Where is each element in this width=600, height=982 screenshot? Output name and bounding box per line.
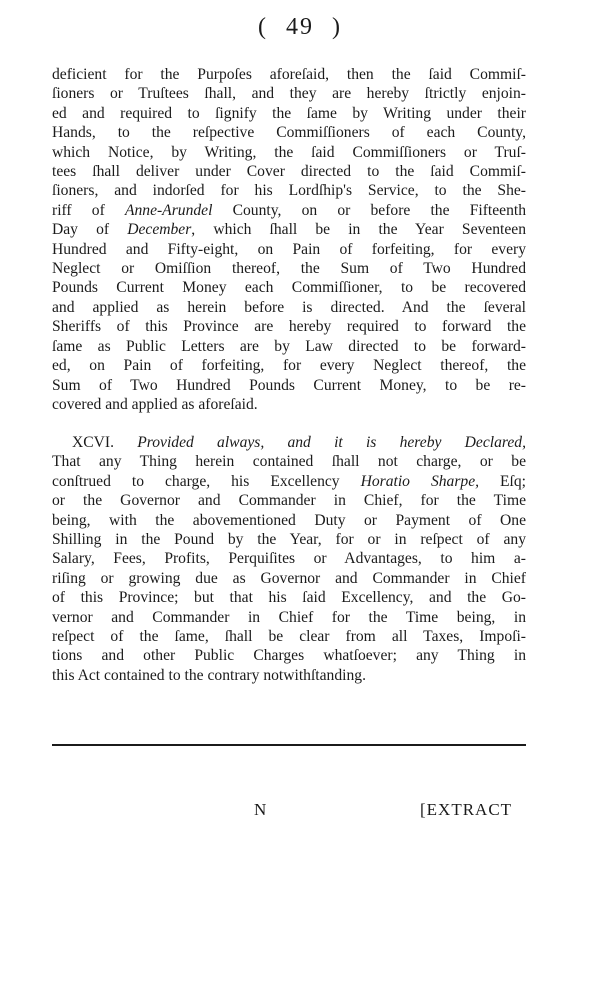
text-line: tions and other Public Charges whatſoever; any Thing in	[52, 647, 526, 665]
text-line: Pounds Current Money each Commiſſioner, to be recovered	[52, 279, 526, 297]
text-line: That any Thing herein contained ſhall not charge, or be	[52, 453, 526, 471]
page-number	[0, 14, 600, 41]
page-number-close-paren: )	[332, 14, 342, 40]
text-line: ſioners, and indorſed for his Lordſhip's Service, to the She-	[52, 182, 526, 200]
catchword: [EXTRACT	[420, 800, 513, 819]
text-line: covered and applied as aforeſaid.	[52, 395, 258, 413]
text-line: riff of Anne-Arundel County, on or before the Fifteenth	[52, 201, 526, 219]
text-line: ed, on Pain of forfeiting, for every Neglect thereof, the	[52, 357, 526, 375]
text-line: conſtrued to charge, his Excellency Horatio Sharpe, Eſq;	[52, 472, 527, 490]
text-line: deficient for the Purpoſes aforeſaid, then the ſaid Commiſ-	[52, 66, 526, 83]
text-line: of this Province; but that his ſaid Excellency, and the Go-	[52, 589, 526, 607]
paragraph-section-xcvi	[52, 433, 526, 685]
italic-text: Anne-Arundel	[124, 201, 213, 219]
text-line: reſpect of the ſame, ſhall be clear from all Taxes, Impoſi-	[52, 628, 526, 646]
text-line: Salary, Fees, Profits, Perquiſites or Advantages, to him a-	[52, 550, 526, 568]
text-line: ſioners or Truſtees ſhall, and they are hereby ſtrictly enjoin-	[52, 85, 526, 103]
text-line: vernor and Commander in Chief for the Time being, in	[52, 608, 526, 626]
text-line: this Act contained to the contrary notwithſtanding.	[52, 666, 366, 684]
text-line: Day of December, which ſhall be in the Year Seventeen	[52, 221, 526, 239]
text-line: ed and required to ſignify the ſame by Writing under their	[52, 104, 526, 122]
text-line: and applied as herein before is directed. And the ſeveral	[52, 298, 526, 316]
text-line: Neglect or Omiſſion thereof, the Sum of Two Hundred	[52, 260, 526, 278]
text-line: being, with the abovementioned Duty or Payment of One	[52, 511, 526, 529]
text-line: riſing or growing due as Governor and Commander in Chief	[52, 569, 526, 587]
page-number-value: 49	[286, 14, 314, 40]
text-line: Hands, to the reſpective Commiſſioners of each County,	[52, 124, 526, 142]
italic-text: December	[127, 221, 192, 239]
footer-divider	[52, 744, 526, 746]
text-line: Hundred and Fifty-eight, on Pain of forfeiting, for every	[52, 240, 526, 258]
italic-text: Provided always, and it is hereby Declared,	[137, 434, 526, 451]
text-line: which Notice, by Writing, the ſaid Commiſſioners or Truſ-	[52, 143, 526, 161]
paragraph-continuation	[52, 65, 526, 414]
text-line: or the Governor and Commander in Chief, for the Time	[52, 492, 526, 510]
text-line: Shilling in the Pound by the Year, for or in reſpect of any	[52, 531, 526, 549]
text-line: XCVI. Provided always, and it is hereby Declared,	[72, 434, 526, 451]
text-line: Sheriffs of this Province are hereby required to forward the	[52, 318, 526, 336]
page-number-open-paren: (	[258, 14, 268, 40]
signature-mark: N	[254, 800, 267, 819]
text-line: ſame as Public Letters are by Law directed to be forward-	[52, 337, 526, 355]
text-line: Sum of Two Hundred Pounds Current Money, to be re-	[52, 376, 526, 394]
italic-text: Horatio Sharpe,	[360, 472, 480, 490]
text-line: tees ſhall deliver under Cover directed to the ſaid Commiſ-	[52, 163, 526, 181]
